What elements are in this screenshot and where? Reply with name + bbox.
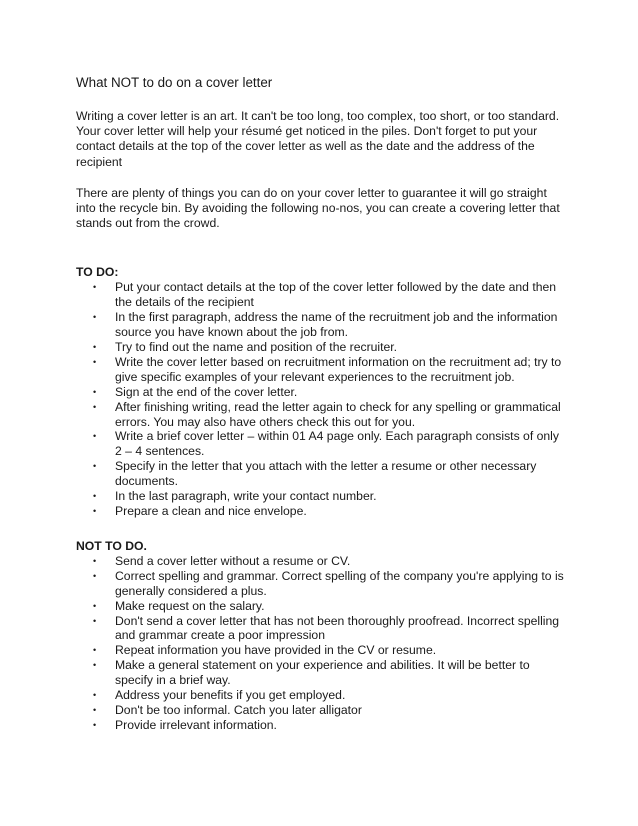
todo-item-8 [76, 459, 568, 489]
todo-item-text: After finishing writing, read the letter again to check for any spelling or grammatical errors. You may also have others check this out for you. [115, 399, 561, 429]
todo-item-3 [76, 340, 568, 355]
bullet-icon: • [93, 312, 97, 323]
bullet-icon: • [93, 645, 97, 656]
not-todo-item-text: Repeat information you have provided in the CV or resume. [115, 643, 437, 658]
todo-item-6 [76, 400, 568, 430]
bullet-icon: • [93, 491, 97, 502]
todo-item-text: Prepare a clean and nice envelope. [115, 504, 307, 519]
bullet-icon: • [93, 615, 97, 626]
not-todo-heading: NOT TO DO. [76, 538, 147, 553]
document-title: What NOT to do on a cover letter [76, 75, 273, 90]
bullet-icon: • [93, 461, 97, 472]
not-todo-item-8 [76, 703, 568, 718]
todo-item-text: In the first paragraph, address the name of the recruitment job and the information source you have known about the job from. [115, 310, 558, 340]
todo-item-text: Specify in the letter that you attach with the letter a resume or other necessary documents. [115, 459, 537, 489]
bullet-icon: • [93, 401, 97, 412]
todo-item-7 [76, 429, 568, 459]
bullet-icon: • [93, 719, 97, 730]
bullet-icon: • [93, 600, 97, 611]
intro-paragraph-2: There are plenty of things you can do on your cover letter to guarantee it will go straight into the recycle bin. By avoiding the following no-nos, you can create a covering letter that stands out from the crowd. [76, 185, 560, 231]
bullet-icon: • [93, 282, 97, 293]
not-todo-item-2 [76, 569, 568, 599]
todo-heading: TO DO: [76, 265, 119, 280]
todo-item-5 [76, 385, 568, 400]
bullet-icon: • [93, 506, 97, 517]
bullet-icon: • [93, 690, 97, 701]
todo-item-text: Write the cover letter based on recruitment information on the recruitment ad; try to give specific examples of your relevant experiences to the recruitment job. [115, 354, 562, 384]
todo-item-text: Try to find out the name and position of the recruiter. [115, 340, 398, 355]
todo-item-1 [76, 280, 568, 310]
document-page [76, 60, 568, 733]
not-todo-item-4 [76, 614, 568, 644]
bullet-icon: • [93, 356, 97, 367]
bullet-icon: • [93, 342, 97, 353]
todo-list [76, 280, 568, 519]
not-todo-item-1 [76, 554, 568, 569]
bullet-icon: • [93, 570, 97, 581]
not-todo-item-9 [76, 718, 568, 733]
intro-paragraph-1: Writing a cover letter is an art. It can't be too long, too complex, too short, or too standard. Your cover letter will help your résumé get noticed in the piles. Don't forget to put your contact details at the top of the cover letter as well as the date and the address of the recipient [76, 109, 560, 169]
todo-item-text: In the last paragraph, write your contact number. [115, 489, 377, 504]
not-todo-item-text: Address your benefits if you get employed. [115, 688, 346, 703]
not-todo-item-3 [76, 599, 568, 614]
not-todo-item-text: Correct spelling and grammar. Correct spelling of the company you're applying to is generally considered a plus. [115, 568, 564, 598]
todo-item-4 [76, 355, 568, 385]
bullet-icon: • [93, 431, 97, 442]
not-todo-item-text: Provide irrelevant information. [115, 717, 277, 732]
not-todo-item-text: Don't be too informal. Catch you later alligator [115, 702, 362, 717]
todo-item-10 [76, 504, 568, 519]
not-todo-item-7 [76, 688, 568, 703]
not-todo-list [76, 554, 568, 733]
todo-item-text: Write a brief cover letter – within 01 A4 page only. Each paragraph consists of only 2 – 4 sentences. [115, 429, 559, 459]
not-todo-item-text: Make a general statement on your experience and abilities. It will be better to specify in a brief way. [115, 658, 530, 688]
not-todo-item-text: Send a cover letter without a resume or CV. [115, 553, 351, 568]
not-todo-item-text: Don't send a cover letter that has not been thoroughly proofread. Incorrect spelling and grammar create a poor impression [115, 613, 560, 643]
bullet-icon: • [93, 386, 97, 397]
todo-item-9 [76, 489, 568, 504]
todo-item-text: Put your contact details at the top of the cover letter followed by the date and then the details of the recipient [115, 280, 557, 310]
bullet-icon: • [93, 704, 97, 715]
todo-item-text: Sign at the end of the cover letter. [115, 384, 298, 399]
todo-item-2 [76, 310, 568, 340]
not-todo-item-5 [76, 643, 568, 658]
not-todo-item-6 [76, 658, 568, 688]
not-todo-item-text: Make request on the salary. [115, 598, 265, 613]
bullet-icon: • [93, 555, 97, 566]
bullet-icon: • [93, 660, 97, 671]
